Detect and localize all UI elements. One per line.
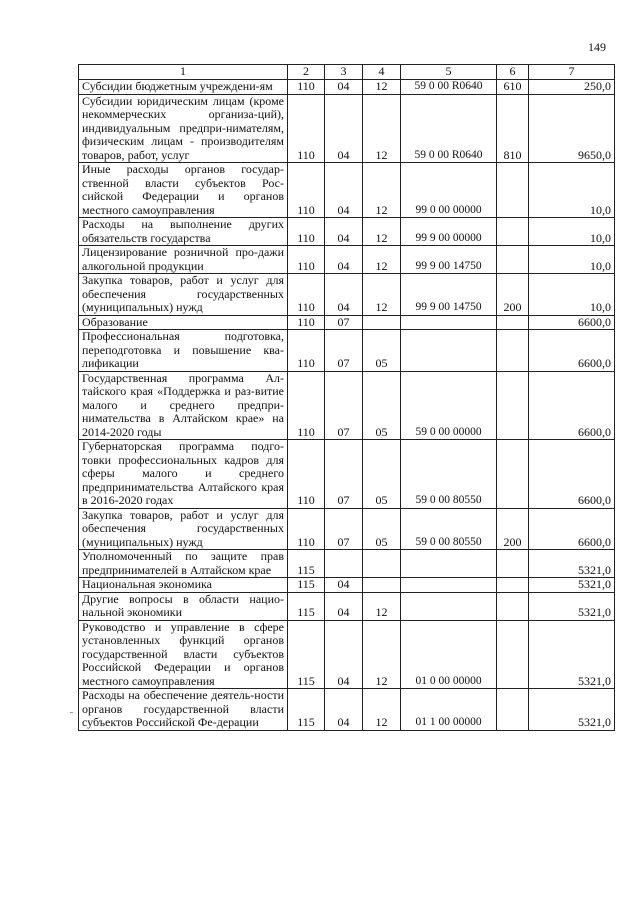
budget-table	[78, 64, 615, 731]
row-amount: 6600,0	[529, 440, 615, 509]
row-code-section: 04	[325, 163, 363, 218]
table-row	[79, 274, 615, 316]
row-name: Губернаторская программа подго-товки профессиональных кадров для сферы малого и среднего предпринимательства Алтайского края в 2016-2020 годах	[79, 440, 288, 509]
row-code-expense	[497, 246, 529, 274]
table-row	[79, 592, 615, 620]
row-code-target: 01 0 00 00000	[401, 620, 497, 689]
row-code-admin: 110	[288, 315, 325, 330]
table-row	[79, 620, 615, 689]
row-amount: 10,0	[529, 218, 615, 246]
row-code-target	[401, 578, 497, 593]
row-name: Уполномоченный по защите прав предпринимателей в Алтайском крае	[79, 550, 288, 578]
row-amount: 5321,0	[529, 550, 615, 578]
row-code-expense	[497, 371, 529, 440]
row-code-target: 99 9 00 14750	[401, 274, 497, 316]
row-code-target: 99 0 00 00000	[401, 163, 497, 218]
header-cell: 2	[288, 65, 325, 80]
table-row	[79, 80, 615, 95]
row-code-admin: 115	[288, 689, 325, 731]
row-name: Государственная программа Ал-тайского края «Поддержка и раз-витие малого и среднего предпри-нимательства в Алтайском крае» на 2014-2020 годы	[79, 371, 288, 440]
row-amount: 6600,0	[529, 330, 615, 372]
row-code-subsection	[363, 315, 401, 330]
row-code-subsection: 12	[363, 620, 401, 689]
table-row	[79, 163, 615, 218]
row-code-expense: 200	[497, 274, 529, 316]
row-code-admin: 110	[288, 508, 325, 550]
page-number: 149	[588, 40, 606, 54]
row-code-subsection: 12	[363, 246, 401, 274]
header-cell: 7	[529, 65, 615, 80]
row-amount: 10,0	[529, 274, 615, 316]
row-code-target: 59 0 00 00000	[401, 371, 497, 440]
row-name: Субсидии бюджетным учреждени-ям	[79, 80, 288, 95]
row-name: Руководство и управление в сфере установленных функций органов государственной власти субъектов Российской Федерации и органов местного самоуправления	[79, 620, 288, 689]
row-code-expense: 200	[497, 508, 529, 550]
table-row	[79, 550, 615, 578]
row-code-admin: 110	[288, 246, 325, 274]
row-amount: 10,0	[529, 163, 615, 218]
row-code-subsection: 12	[363, 94, 401, 163]
row-amount: 9650,0	[529, 94, 615, 163]
row-code-subsection: 05	[363, 508, 401, 550]
row-code-subsection: 12	[363, 80, 401, 95]
margin-mark	[70, 712, 73, 713]
row-code-subsection: 12	[363, 689, 401, 731]
row-code-section: 07	[325, 315, 363, 330]
row-code-section: 04	[325, 620, 363, 689]
row-code-section: 07	[325, 440, 363, 509]
row-code-subsection: 12	[363, 592, 401, 620]
row-code-expense	[497, 330, 529, 372]
row-code-subsection: 05	[363, 330, 401, 372]
row-code-target	[401, 550, 497, 578]
row-code-expense	[497, 550, 529, 578]
header-cell: 3	[325, 65, 363, 80]
row-code-subsection: 05	[363, 371, 401, 440]
row-code-subsection: 05	[363, 440, 401, 509]
row-code-admin: 110	[288, 274, 325, 316]
row-code-target: 99 9 00 14750	[401, 246, 497, 274]
table-row	[79, 578, 615, 593]
row-name: Образование	[79, 315, 288, 330]
row-amount: 6600,0	[529, 371, 615, 440]
row-code-target: 59 0 00 80550	[401, 440, 497, 509]
row-code-admin: 110	[288, 371, 325, 440]
row-code-target	[401, 592, 497, 620]
row-code-expense	[497, 592, 529, 620]
table-row	[79, 689, 615, 731]
row-code-expense	[497, 315, 529, 330]
row-code-section: 04	[325, 274, 363, 316]
row-name: Расходы на выполнение других обязательств государства	[79, 218, 288, 246]
header-cell: 4	[363, 65, 401, 80]
row-code-admin: 115	[288, 620, 325, 689]
row-name: Закупка товаров, работ и услуг для обеспечения государственных (муниципальных) нужд	[79, 508, 288, 550]
row-amount: 5321,0	[529, 592, 615, 620]
row-code-expense	[497, 578, 529, 593]
table-row	[79, 330, 615, 372]
row-code-section: 07	[325, 371, 363, 440]
row-code-subsection: 12	[363, 163, 401, 218]
table-row	[79, 508, 615, 550]
row-code-section: 04	[325, 578, 363, 593]
row-code-expense	[497, 163, 529, 218]
row-name: Профессиональная подготовка, переподготовка и повышение ква-лификации	[79, 330, 288, 372]
row-code-target: 59 0 00 80550	[401, 508, 497, 550]
row-name: Субсидии юридическим лицам (кроме некоммерческих организа-ций), индивидуальным предпри-нимателям, физическим лицам - производителям товаров, работ, услуг	[79, 94, 288, 163]
row-amount: 5321,0	[529, 620, 615, 689]
row-code-section: 04	[325, 218, 363, 246]
row-name: Другие вопросы в области нацио-нальной экономики	[79, 592, 288, 620]
row-code-subsection	[363, 550, 401, 578]
row-code-section: 04	[325, 94, 363, 163]
row-code-admin: 115	[288, 550, 325, 578]
row-code-section: 07	[325, 508, 363, 550]
header-cell: 5	[401, 65, 497, 80]
row-amount: 5321,0	[529, 689, 615, 731]
table-header-row	[79, 65, 615, 80]
row-code-admin: 115	[288, 592, 325, 620]
table-row	[79, 440, 615, 509]
row-amount: 6600,0	[529, 508, 615, 550]
row-code-admin: 110	[288, 163, 325, 218]
row-code-expense: 810	[497, 94, 529, 163]
row-name: Лицензирование розничной про-дажи алкогольной продукции	[79, 246, 288, 274]
row-code-expense	[497, 689, 529, 731]
table-row	[79, 218, 615, 246]
row-code-expense	[497, 218, 529, 246]
row-code-admin: 110	[288, 80, 325, 95]
row-code-section: 04	[325, 592, 363, 620]
row-name: Закупка товаров, работ и услуг для обеспечения государственных (муниципальных) нужд	[79, 274, 288, 316]
row-code-admin: 110	[288, 440, 325, 509]
row-code-section: 04	[325, 689, 363, 731]
row-amount: 10,0	[529, 246, 615, 274]
table-row	[79, 315, 615, 330]
table-row	[79, 94, 615, 163]
table-row	[79, 371, 615, 440]
row-code-section	[325, 550, 363, 578]
header-cell: 1	[79, 65, 288, 80]
row-code-section: 04	[325, 80, 363, 95]
row-amount: 5321,0	[529, 578, 615, 593]
row-code-expense: 610	[497, 80, 529, 95]
row-code-target	[401, 330, 497, 372]
row-code-subsection: 12	[363, 274, 401, 316]
row-code-subsection	[363, 578, 401, 593]
row-amount: 6600,0	[529, 315, 615, 330]
row-name: Национальная экономика	[79, 578, 288, 593]
row-code-section: 04	[325, 246, 363, 274]
row-amount: 250,0	[529, 80, 615, 95]
row-code-section: 07	[325, 330, 363, 372]
row-code-target: 59 0 00 R0640	[401, 94, 497, 163]
row-code-admin: 115	[288, 578, 325, 593]
row-code-expense	[497, 440, 529, 509]
row-code-admin: 110	[288, 218, 325, 246]
row-code-expense	[497, 620, 529, 689]
row-code-target: 99 9 00 00000	[401, 218, 497, 246]
row-code-admin: 110	[288, 330, 325, 372]
row-name: Иные расходы органов государ-ственной власти субъектов Рос-сийской Федерации и органов местного самоуправления	[79, 163, 288, 218]
row-code-subsection: 12	[363, 218, 401, 246]
row-name: Расходы на обеспечение деятель-ности органов государственной власти субъектов Российской Фе-дерации	[79, 689, 288, 731]
table-row	[79, 246, 615, 274]
row-code-admin: 110	[288, 94, 325, 163]
header-cell: 6	[497, 65, 529, 80]
row-code-target	[401, 315, 497, 330]
row-code-target: 01 1 00 00000	[401, 689, 497, 731]
row-code-target: 59 0 00 R0640	[401, 80, 497, 95]
